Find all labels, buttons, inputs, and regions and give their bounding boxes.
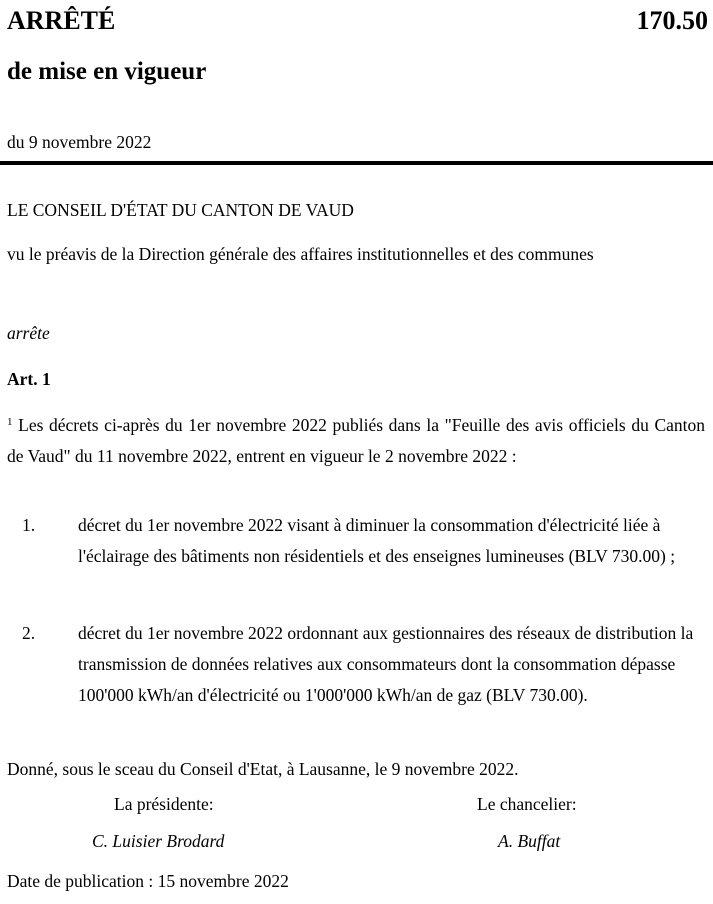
- given-under-seal: Donné, sous le sceau du Conseil d'Etat, à Lausanne, le 9 novembre 2022.: [7, 759, 519, 779]
- document-date: du 9 novembre 2022: [7, 132, 152, 152]
- arrete-clause: arrête: [7, 323, 50, 343]
- list-item-text: décret du 1er novembre 2022 ordonnant aux gestionnaires des réseaux de distribution la transmission de données relatives aux consommateurs dont la consommation dépasse 100'000 kWh/an d'électricité ou 1'000'000 kWh/an de gaz (BLV 730.00).: [78, 623, 694, 705]
- list-item-text: décret du 1er novembre 2022 visant à diminuer la consommation d'électricité liée à l'éclairage des bâtiments non résidentiels et des enseignes lumineuses (BLV 730.00) ;: [78, 515, 676, 566]
- article-paragraph-text: Les décrets ci-après du 1er novembre 2022 publiés dans la "Feuille des avis officiels du Canton de Vaud" du 11 novembre 2022, entrent en vigueur le 2 novembre 2022 :: [7, 415, 705, 466]
- signatory-role-president: La présidente:: [114, 794, 214, 814]
- document-subtitle: de mise en vigueur: [7, 58, 207, 85]
- list-item-number: 1.: [22, 515, 36, 535]
- alinea-number: 1: [7, 416, 13, 428]
- signatory-role-chancellor: Le chancelier:: [477, 794, 577, 814]
- signatory-name-president: C. Luisier Brodard: [92, 831, 225, 851]
- article-heading: Art. 1: [7, 369, 51, 389]
- signatory-name-chancellor: A. Buffat: [498, 831, 561, 851]
- publication-date: Date de publication : 15 novembre 2022: [7, 871, 289, 891]
- document-number: 170.50: [636, 6, 708, 35]
- document-title: ARRÊTÉ: [7, 6, 116, 35]
- header-divider: [0, 161, 713, 165]
- preavis-clause: vu le préavis de la Direction générale des affaires institutionnelles et des communes: [7, 244, 594, 264]
- issuing-authority: LE CONSEIL D'ÉTAT DU CANTON DE VAUD: [7, 200, 354, 220]
- list-item-number: 2.: [22, 623, 36, 643]
- article-paragraph: [7, 410, 705, 472]
